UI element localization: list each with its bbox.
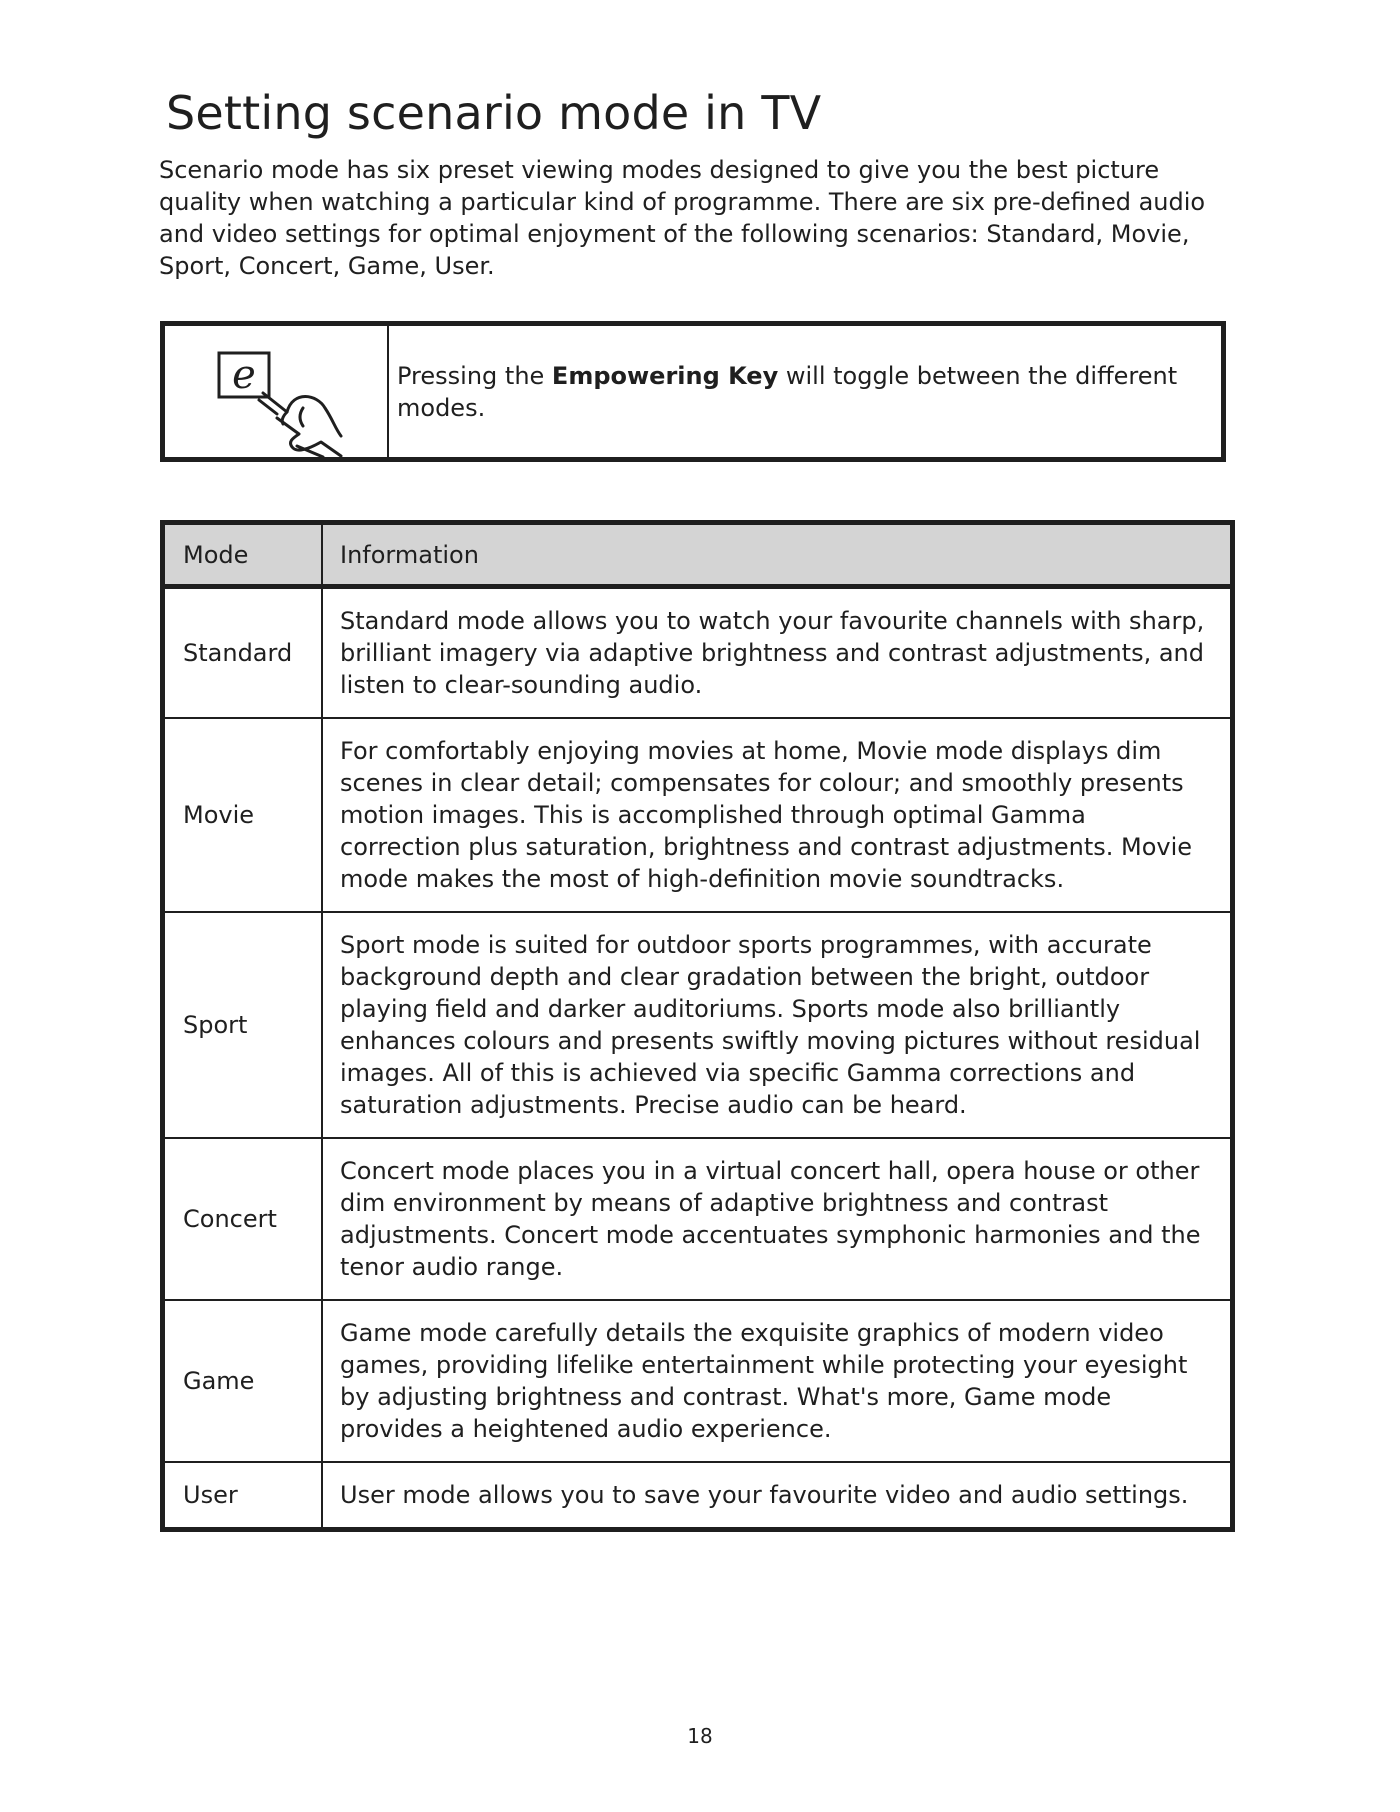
empowering-key-label: Empowering Key: [551, 362, 779, 390]
key-glyph: e: [232, 352, 256, 398]
mode-cell: Standard: [163, 587, 323, 719]
mode-cell: Concert: [163, 1138, 323, 1300]
table-row-concert: [163, 1138, 1233, 1300]
mode-cell: Movie: [163, 718, 323, 912]
header-mode: Mode: [163, 523, 323, 587]
header-information: Information: [322, 523, 1233, 587]
table-header-row: [163, 523, 1233, 587]
info-cell: Game mode carefully details the exquisite graphics of modern video games, providing lifelike entertainment while protecting your eyesight by adjusting brightness and contrast. What's more, Game mode provides a heightened audio experience.: [322, 1300, 1233, 1462]
table-row-standard: [163, 587, 1233, 719]
info-cell: User mode allows you to save your favourite video and audio settings.: [322, 1462, 1233, 1530]
note-text: [389, 326, 1221, 457]
info-cell: Sport mode is suited for outdoor sports programmes, with accurate background depth and clear gradation between the bright, outdoor playing field and darker auditoriums. Sports mode also brilliantly enhances colours and presents swiftly moving pictures without residual images. All of this is achieved via specific Gamma corrections and saturation adjustments. Precise audio can be heard.: [322, 912, 1233, 1138]
mode-cell: Sport: [163, 912, 323, 1138]
table-row-user: [163, 1462, 1233, 1530]
info-cell: Standard mode allows you to watch your favourite channels with sharp, brilliant imagery via adaptive brightness and contrast adjustments, and listen to clear-sounding audio.: [322, 587, 1233, 719]
table-row-movie: [163, 718, 1233, 912]
mode-cell: Game: [163, 1300, 323, 1462]
note-icon-cell: [165, 326, 389, 457]
mode-cell: User: [163, 1462, 323, 1530]
table-row-sport: [163, 912, 1233, 1138]
empowering-key-note: [160, 321, 1226, 462]
intro-paragraph: Scenario mode has six preset viewing modes designed to give you the best picture quality when watching a particular kind of programme. There are six pre-defined audio and video settings for optimal enjoyment of the following scenarios: Standard, Movie, Sport, Concert, Game, User.: [159, 156, 1206, 280]
scenario-modes-table: [160, 520, 1235, 1532]
page-number: 18: [687, 1724, 713, 1748]
page-title: Setting scenario mode in TV: [166, 86, 822, 140]
empowering-key-press-icon: [213, 346, 363, 458]
table-row-game: [163, 1300, 1233, 1462]
note-text-after: will toggle between the different modes.: [397, 362, 1178, 422]
info-cell: For comfortably enjoying movies at home, Movie mode displays dim scenes in clear detail; compensates for colour; and smoothly presents motion images. This is accomplished through optimal Gamma correction plus saturation, brightness and contrast adjustments. Movie mode makes the most of high-definition movie soundtracks.: [322, 718, 1233, 912]
info-cell: Concert mode places you in a virtual concert hall, opera house or other dim environment by means of adaptive brightness and contrast adjustments. Concert mode accentuates symphonic harmonies and the tenor audio range.: [322, 1138, 1233, 1300]
note-text-before: Pressing the: [397, 362, 552, 390]
